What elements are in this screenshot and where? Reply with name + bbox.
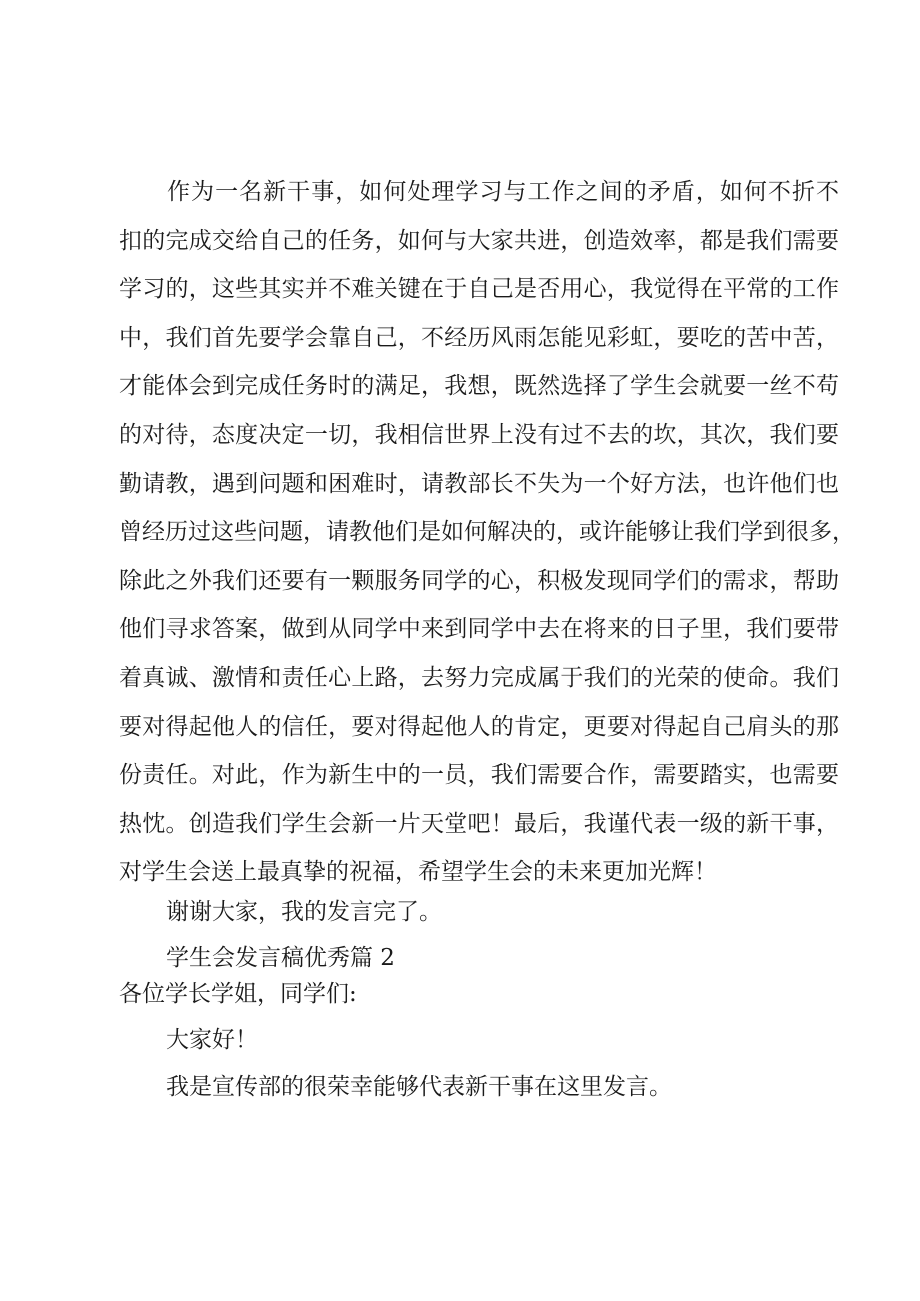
paragraph-line: 着真诚、激情和责任心上路，去努力完成属于我们的光荣的使命。我们 bbox=[119, 664, 839, 691]
paragraph-line: 要对得起他人的信任，要对得起他人的肯定，更要对得起自己肩头的那 bbox=[119, 713, 839, 740]
paragraph-line: 份责任。对此，作为新生中的一员，我们需要合作，需要踏实，也需要 bbox=[119, 762, 839, 789]
paragraph-line: 才能体会到完成任务时的满足，我想，既然选择了学生会就要一丝不苟 bbox=[119, 373, 839, 400]
paragraph-line: 作为一名新干事，如何处理学习与工作之间的矛盾，如何不折不 bbox=[167, 179, 839, 205]
paragraph-line: 学习的，这些其实并不难关键在于自己是否用心，我觉得在平常的工作 bbox=[119, 276, 839, 303]
paragraph-line: 热忱。创造我们学生会新一片天堂吧！最后，我谨代表一级的新干事， bbox=[119, 810, 839, 837]
paragraph-line: 曾经历过这些问题，请教他们是如何解决的，或许能够让我们学到很多， bbox=[119, 519, 855, 546]
paragraph-line: 对学生会送上最真挚的祝福，希望学生会的未来更加光辉！ bbox=[119, 859, 717, 886]
main-paragraph bbox=[119, 168, 855, 897]
salutation-line: 各位学长学姐，同学们: bbox=[119, 981, 357, 1007]
paragraph-line: 除此之外我们还要有一颗服务同学的心，积极发现同学们的需求，帮助 bbox=[119, 567, 839, 594]
paragraph-line: 勤请教，遇到问题和困难时，请教部长不失为一个好方法，也许他们也 bbox=[119, 470, 839, 497]
thanks-line: 谢谢大家，我的发言完了。 bbox=[166, 899, 442, 925]
paragraph-line: 他们寻求答案，做到从同学中来到同学中去在将来的日子里，我们要带 bbox=[119, 616, 839, 643]
section-heading: 学生会发言稿优秀篇 2 bbox=[166, 945, 395, 971]
paragraph-line: 中，我们首先要学会靠自己，不经历风雨怎能见彩虹，要吃的苦中苦， bbox=[119, 324, 839, 351]
intro-line: 我是宣传部的很荣幸能够代表新干事在这里发言。 bbox=[166, 1074, 672, 1100]
greeting-line: 大家好！ bbox=[166, 1027, 258, 1053]
paragraph-line: 的对待，态度决定一切，我相信世界上没有过不去的坎，其次，我们要 bbox=[119, 421, 839, 448]
paragraph-line: 扣的完成交给自己的任务，如何与大家共进，创造效率，都是我们需要 bbox=[119, 227, 839, 254]
